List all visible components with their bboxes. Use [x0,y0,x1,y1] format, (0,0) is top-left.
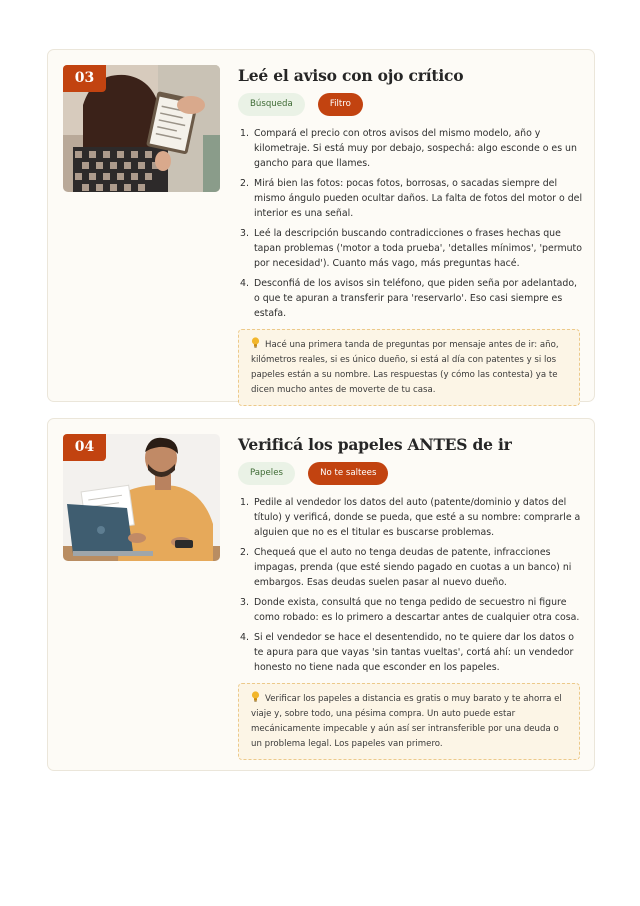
list-item: 2. Chequeá que el auto no tenga deudas de patente, infracciones impagas, prenda (que esté siendo pagado en cuotas a un banco) ni embargos. Esas deudas suelen pasar al nuevo dueño. [240,547,572,588]
tag-list [238,462,584,486]
list-item: 3. Donde exista, consultá que no tenga pedido de secuestro ni figure como robado: es lo primero a descartar antes de cualquier otra cosa. [240,597,580,623]
step-number-badge: 03 [63,65,106,92]
list-item: 3. Leé la descripción buscando contradicciones o frases hechas que tapan problemas ('motor a toda prueba', 'detalles mínimos', 'permuto por necesidad'). Cuanto más vago, más preguntas hacé. [240,228,582,269]
list-item: 1. Compará el precio con otros avisos del mismo modelo, año y kilometraje. Si está muy por debajo, sospechá: algo esconde o es un gancho para que llames. [240,128,577,169]
tag-busqueda: Búsqueda [238,93,305,116]
tag-papeles: Papeles [238,462,295,485]
step-list [238,126,584,321]
step-list [238,495,584,675]
list-item: 4. Desconfiá de los avisos sin teléfono, que piden seña por adelantado, o que te apuran a transferir para 'reservarlo'. Eso casi siempre es estafa. [240,278,578,319]
list-item: 2. Mirá bien las fotos: pocas fotos, borrosas, o sacadas siempre del mismo ángulo pueden ocultar daños. La falta de fotos del motor o del interior es una señal. [240,178,583,219]
tag-filtro: Filtro [318,93,363,116]
step-title: Verificá los papeles ANTES de ir [238,435,512,454]
list-item: 1. Pedile al vendedor los datos del auto (patente/dominio y datos del título) y verificá, donde se pueda, que esté a su nombre: comprarle a alguien que no es el titular es buscarse problemas. [240,497,581,538]
tag-no-te-saltees: No te saltees [308,462,388,485]
step-title: Leé el aviso con ojo crítico [238,66,464,85]
step-card-03 [47,49,595,402]
lightbulb-icon [251,337,260,348]
tip-text: Verificar los papeles a distancia es gratis o muy barato y te ahorra el viaje y, sobre todo, una pésima compra. Un auto puede estar mecánicamente impecable y aún así ser intransferible por una deuda o un problema legal. Los papeles van primero. [251,694,562,749]
step-number-badge: 04 [63,434,106,461]
tip-text: Hacé una primera tanda de preguntas por mensaje antes de ir: año, kilómetros reales, si es único dueño, si está al día con patentes y si los papeles están a su nombre. Las respuestas (y cómo las contesta) ya te dicen mucho antes de moverte de tu casa. [251,340,559,395]
tip-box [238,329,580,406]
lightbulb-icon [251,691,260,702]
tip-box [238,683,580,760]
step-content [238,64,584,406]
tag-list [238,93,584,117]
step-content [238,433,584,760]
step-card-04 [47,418,595,771]
list-item: 4. Si el vendedor se hace el desentendido, no te quiere dar los datos o te apura para que vayas 'sin tantas vueltas', cortá ahí: un vendedor honesto no tiene nada que esconder en los papeles. [240,632,575,673]
